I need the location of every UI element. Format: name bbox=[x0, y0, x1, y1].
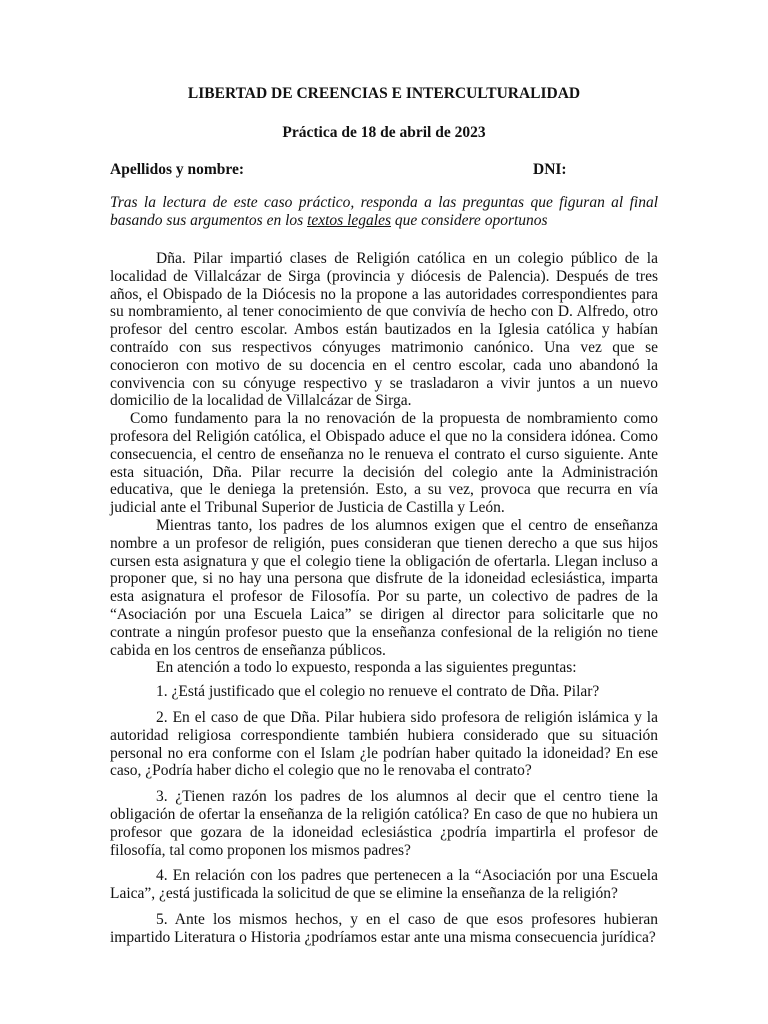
case-paragraph: Dña. Pilar impartió clases de Religión católica en un colegio público de la localidad de Villalcázar de Sirga (provincia y diócesis de Palencia). Después de tres años, el Obispado de la Diócesis no la propone a las autoridades correspondientes para su nombramiento, al tener conocimiento de que convivía de hecho con D. Alfredo, otro profesor del centro escolar. Ambos están bautizados en la Iglesia católica y habían contraído con sus respectivos cónyuges matrimonio canónico. Una vez que se conocieron con motivo de su docencia en el centro escolar, cada uno abandonó la convivencia con su cónyuge respectivo y se trasladaron a vivir juntos a un nuevo domicilio de la localidad de Villalcázar de Sirga. bbox=[110, 250, 658, 410]
question-item: 3. ¿Tienen razón los padres de los alumnos al decir que el centro tiene la obligación de ofertar la enseñanza de la religión católica? En caso de que no hubiera un profesor que gozara de la idoneidad eclesiástica ¿podría impartirla el profesor de filosofía, tal como proponen los mismos padres? bbox=[110, 788, 658, 859]
question-item: 2. En el caso de que Dña. Pilar hubiera sido profesora de religión islámica y la autoridad religiosa correspondiente también hubiera considerado que su situación personal no era conforme con el Islam ¿le podrían haber quitado la idoneidad? En ese caso, ¿Podría haber dicho el colegio que no le renovaba el contrato? bbox=[110, 708, 658, 780]
instructions bbox=[110, 194, 658, 230]
question-item: 1. ¿Está justificado que el colegio no renueve el contrato de Dña. Pilar? bbox=[156, 683, 600, 701]
case-body bbox=[110, 250, 658, 946]
instructions-legal-texts: textos legales bbox=[307, 212, 391, 229]
document-title: LIBERTAD DE CREENCIAS E INTERCULTURALIDAD bbox=[187, 85, 581, 102]
instructions-text-before: Tras la lectura de este caso práctico, responda a las preguntas que figuran al final basando sus argumentos en los bbox=[110, 194, 658, 229]
instructions-text-after: que considere oportunos bbox=[391, 212, 548, 229]
question-item: 5. Ante los mismos hechos, y en el caso de que esos profesores hubieran impartido Literatura o Historia ¿podríamos estar ante una misma consecuencia jurídica? bbox=[110, 910, 658, 946]
case-paragraph: Mientras tanto, los padres de los alumnos exigen que el centro de enseñanza nombre a un profesor de religión, pues consideran que tienen derecho a que sus hijos cursen esta asignatura y que el colegio tiene la obligación de ofertarla. Llegan incluso a proponer que, si no hay una persona que disfrute de la idoneidad eclesiástica, imparta esta asignatura el profesor de Filosofía. Por su parte, un colectivo de padres de la “Asociación por una Escuela Laica” se dirigen al director para solicitarle que no contrate a ningún profesor puesto que la enseñanza confesional de la religión no tiene cabida en los centros de enseñanza públicos. bbox=[110, 516, 658, 659]
case-paragraph: En atención a todo lo expuesto, responda a las siguientes preguntas: bbox=[156, 659, 577, 677]
student-fields bbox=[110, 160, 658, 180]
question-item: 4. En relación con los padres que pertenecen a la “Asociación por una Escuela Laica”, ¿está justificada la solicitud de que se elimine la enseñanza de la religión? bbox=[110, 867, 658, 903]
dni-label: DNI: bbox=[533, 161, 567, 178]
name-label: Apellidos y nombre: bbox=[110, 161, 245, 178]
document-subtitle: Práctica de 18 de abril de 2023 bbox=[282, 124, 486, 141]
case-paragraph: Como fundamento para la no renovación de la propuesta de nombramiento como profesora del Religión católica, el Obispado aduce el que no la considera idónea. Como consecuencia, el centro de enseñanza no le renueva el contrato el curso siguiente. Ante esta situación, Dña. Pilar recurre la decisión del colegio ante la Administración educativa, que le deniega la pretensión. Esto, a su vez, provoca que recurra en vía judicial ante el Tribunal Superior de Justicia de Castilla y León. bbox=[110, 410, 658, 517]
